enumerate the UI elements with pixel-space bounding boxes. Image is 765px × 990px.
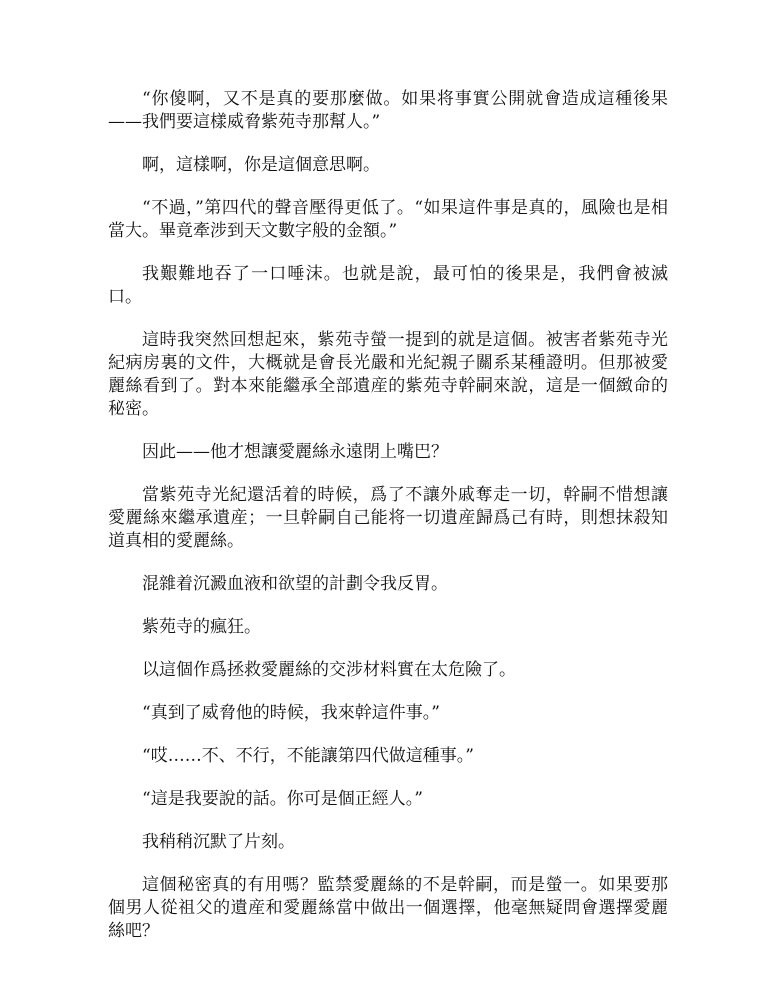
paragraph-15: 這個秘密真的有用嗎？監禁愛麗絲的不是幹嗣，而是螢一。如果要那個男人從祖父的遺産和愛麗絲當中做出一個選擇，他毫無疑問會選擇愛麗絲吧？ bbox=[108, 875, 668, 941]
document-body bbox=[108, 88, 668, 963]
paragraph-6: 因此——他才想讓愛麗絲永遠閉上嘴巴？ bbox=[142, 442, 448, 462]
paragraph-5: 這時我突然回想起來，紫苑寺螢一提到的就是這個。被害者紫苑寺光紀病房裏的文件，大概就是會長光嚴和光紀親子關系某種證明。但那被愛麗絲看到了。對本來能繼承全部遺産的紫苑寺幹嗣來說，這是一個緻命的秘密。 bbox=[108, 330, 668, 419]
paragraph-9: 紫苑寺的瘋狂。 bbox=[142, 617, 261, 637]
paragraph-8: 混雜着沉澱血液和欲望的計劃令我反胃。 bbox=[142, 574, 448, 594]
paragraph-2: 啊，這樣啊，你是這個意思啊。 bbox=[142, 155, 380, 175]
paragraph-10: 以這個作爲拯救愛麗絲的交涉材料實在太危險了。 bbox=[142, 660, 516, 680]
paragraph-7: 當紫苑寺光紀還活着的時候，爲了不讓外戚奪走一切，幹嗣不惜想讓愛麗絲來繼承遺産；一旦幹嗣自己能将一切遺産歸爲己有時，則想抹殺知道真相的愛麗絲。 bbox=[108, 485, 668, 551]
paragraph-11: “真到了威脅他的時候，我來幹這件事。” bbox=[142, 703, 440, 723]
paragraph-12: “哎……不、不行，不能讓第四代做這種事。” bbox=[142, 746, 474, 766]
paragraph-1: “你傻啊，又不是真的要那麼做。如果将事實公開就會造成這種後果——我們要這樣威脅紫苑寺那幫人。” bbox=[108, 89, 668, 132]
paragraph-3: “不過，”第四代的聲音壓得更低了。“如果這件事是真的，風險也是相當大。畢竟牽涉到天文數字般的金額。” bbox=[108, 198, 668, 241]
paragraph-4: 我艱難地吞了一口唾沫。也就是說，最可怕的後果是，我們會被滅口。 bbox=[108, 264, 668, 307]
paragraph-14: 我稍稍沉默了片刻。 bbox=[142, 832, 295, 852]
paragraph-13: “這是我要說的話。你可是個正經人。” bbox=[142, 789, 423, 809]
